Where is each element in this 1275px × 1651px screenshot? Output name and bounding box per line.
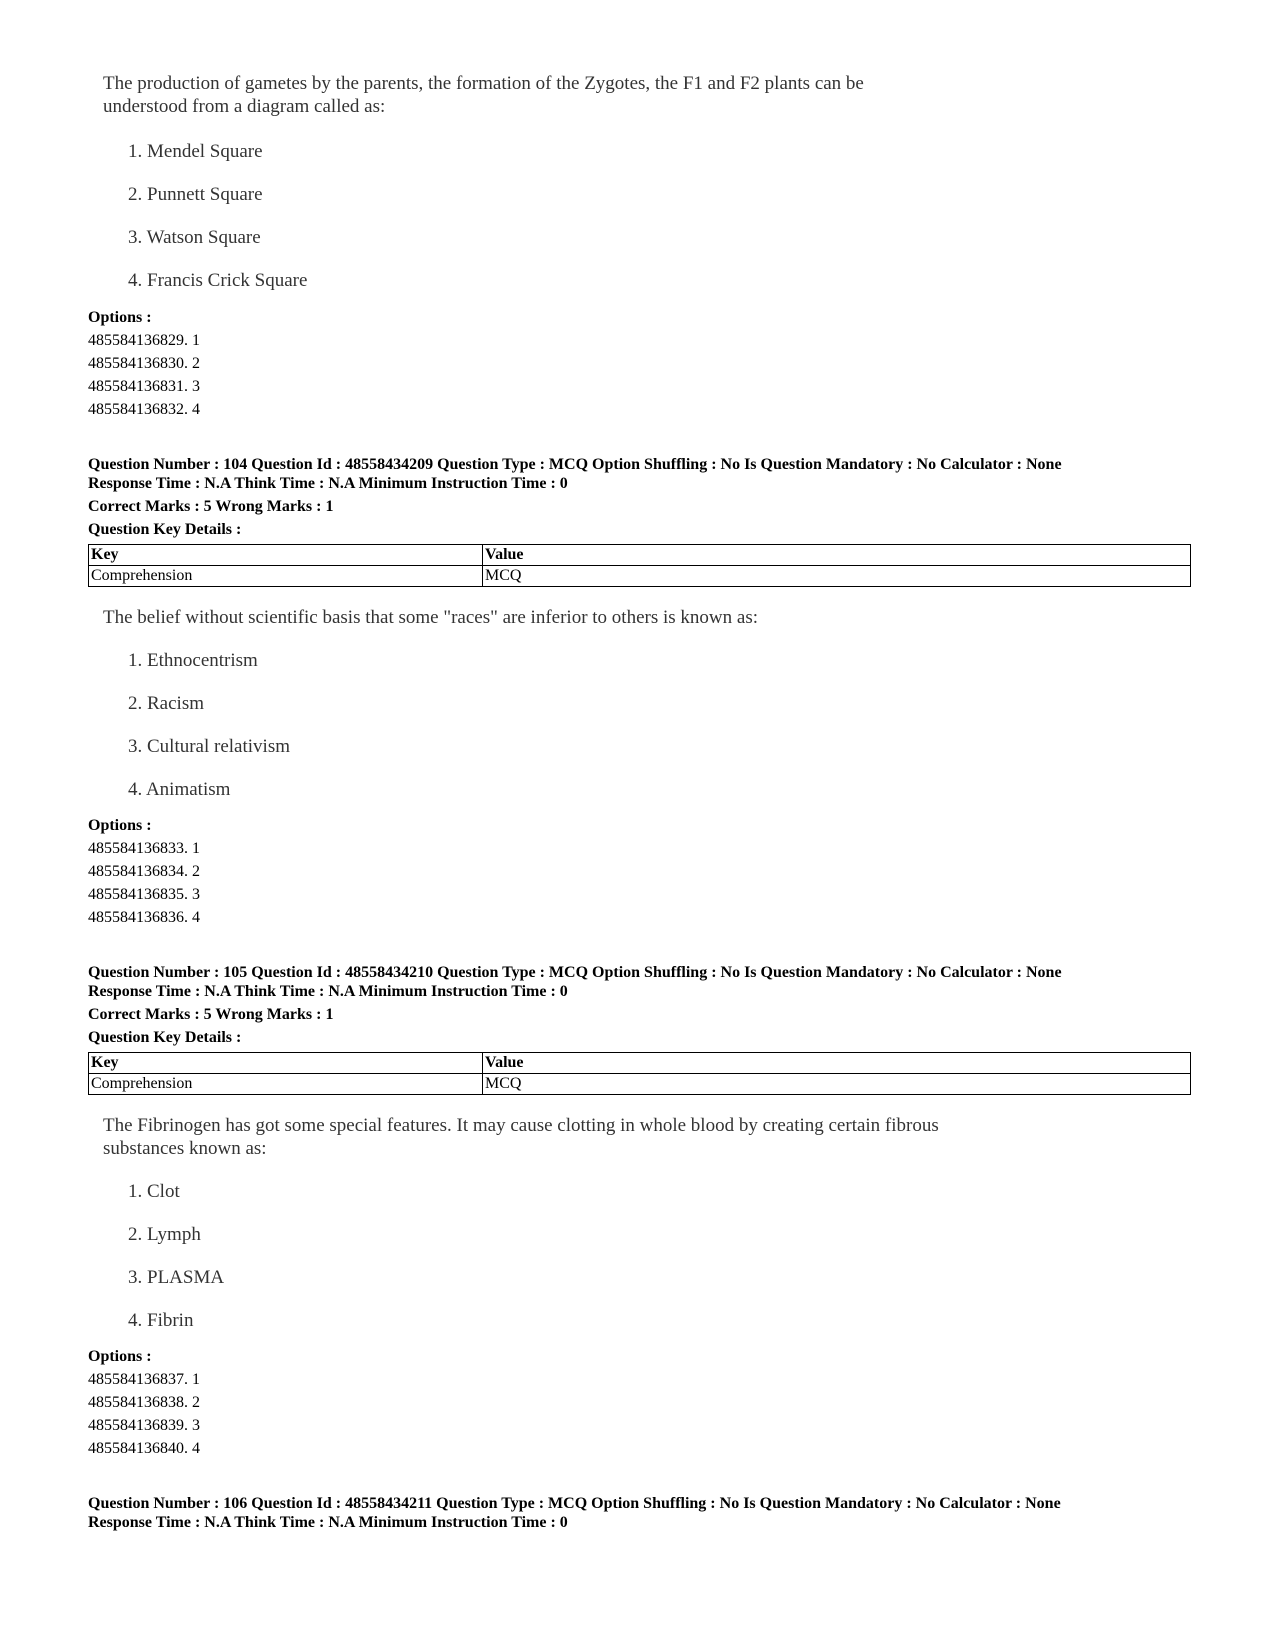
options-label: Options : (88, 1348, 152, 1365)
table-cell-key: Comprehension (89, 1074, 483, 1095)
question-103-image (103, 72, 1103, 118)
question-header-line: Response Time : N.A Think Time : N.A Minimum Instruction Time : 0 (88, 1514, 568, 1531)
marks-line: Correct Marks : 5 Wrong Marks : 1 (88, 498, 334, 515)
choice-item: 4. Fibrin (128, 1310, 194, 1331)
question-text-line: substances known as: (103, 1138, 267, 1159)
option-id: 485584136831. 3 (88, 378, 200, 395)
table-header-key: Key (89, 1053, 483, 1074)
table-header-row (89, 545, 1191, 566)
option-id: 485584136832. 4 (88, 401, 200, 418)
option-id: 485584136840. 4 (88, 1440, 200, 1457)
option-id: 485584136834. 2 (88, 863, 200, 880)
question-text-line: The belief without scientific basis that some "races" are inferior to others is known as: (103, 607, 758, 628)
choice-item: 2. Punnett Square (128, 184, 263, 205)
choice-item: 1. Mendel Square (128, 141, 263, 162)
choice-item: 3. Watson Square (128, 227, 261, 248)
table-header-value: Value (483, 545, 1191, 566)
option-id: 485584136838. 2 (88, 1394, 200, 1411)
option-id: 485584136836. 4 (88, 909, 200, 926)
choice-item: 1. Clot (128, 1181, 180, 1202)
table-cell-value: MCQ (483, 1074, 1191, 1095)
option-id: 485584136835. 3 (88, 886, 200, 903)
table-header-key: Key (89, 545, 483, 566)
option-id: 485584136830. 2 (88, 355, 200, 372)
question-header-line: Question Number : 104 Question Id : 48558434209 Question Type : MCQ Option Shuffling : No Is Question Mandatory : No Calculator : None (88, 456, 1062, 473)
question-text-line: The production of gametes by the parents, the formation of the Zygotes, the F1 and F2 plants can be (103, 73, 864, 94)
table-row (89, 1074, 1191, 1095)
choice-item: 4. Francis Crick Square (128, 270, 308, 291)
question-header-line: Response Time : N.A Think Time : N.A Minimum Instruction Time : 0 (88, 983, 568, 1000)
question-key-table (88, 544, 1191, 587)
question-text-line: The Fibrinogen has got some special features. It may cause clotting in whole blood by creating certain fibrous (103, 1115, 939, 1136)
table-cell-value: MCQ (483, 566, 1191, 587)
choice-item: 2. Racism (128, 693, 204, 714)
option-id: 485584136829. 1 (88, 332, 200, 349)
choice-item: 1. Ethnocentrism (128, 650, 258, 671)
option-id: 485584136839. 3 (88, 1417, 200, 1434)
option-id: 485584136833. 1 (88, 840, 200, 857)
choice-item: 3. Cultural relativism (128, 736, 291, 757)
table-cell-key: Comprehension (89, 566, 483, 587)
table-row (89, 566, 1191, 587)
question-105-image (103, 1114, 1103, 1160)
options-label: Options : (88, 309, 152, 326)
key-details-label: Question Key Details : (88, 1029, 242, 1046)
choice-item: 3. PLASMA (128, 1267, 225, 1288)
question-header-line: Question Number : 105 Question Id : 48558434210 Question Type : MCQ Option Shuffling : No Is Question Mandatory : No Calculator : None (88, 964, 1062, 981)
table-header-row (89, 1053, 1191, 1074)
question-text-line: understood from a diagram called as: (103, 96, 386, 117)
option-id: 485584136837. 1 (88, 1371, 200, 1388)
key-details-label: Question Key Details : (88, 521, 242, 538)
marks-line: Correct Marks : 5 Wrong Marks : 1 (88, 1006, 334, 1023)
question-header-line: Response Time : N.A Think Time : N.A Minimum Instruction Time : 0 (88, 475, 568, 492)
table-header-value: Value (483, 1053, 1191, 1074)
options-label: Options : (88, 817, 152, 834)
question-header-line: Question Number : 106 Question Id : 48558434211 Question Type : MCQ Option Shuffling : No Is Question Mandatory : No Calculator : None (88, 1495, 1061, 1512)
choice-item: 4. Animatism (128, 779, 231, 800)
choice-item: 2. Lymph (128, 1224, 201, 1245)
question-104-image (103, 606, 1103, 629)
question-key-table (88, 1052, 1191, 1095)
